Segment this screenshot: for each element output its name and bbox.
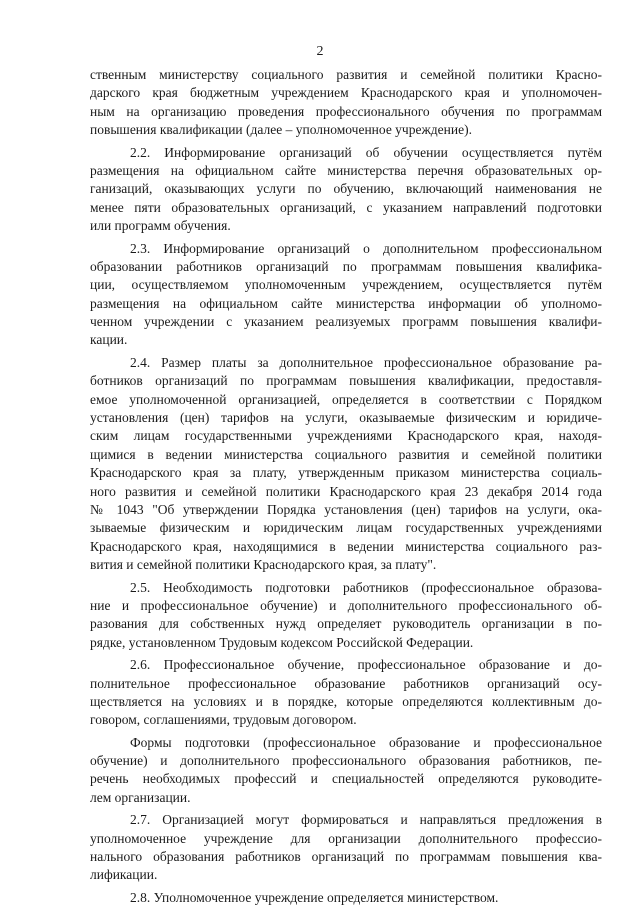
paragraph-line: менее пяти образовательных организаций, с указанием направлений подготовки — [90, 199, 602, 215]
paragraph-line: размещения на официальном сайте министерства перечня образовательных ор- — [90, 162, 602, 178]
paragraph-line: Формы подготовки (профессиональное образование и профессиональное — [130, 734, 602, 750]
paragraph-line: 2.6. Профессиональное обучение, профессиональное образование и до- — [130, 657, 602, 673]
paragraph-line: щимися в ведении министерства социального развития и семейной политики — [90, 446, 602, 462]
paragraph-line: обучение) и дополнительного профессионального образования работников, пе- — [90, 753, 602, 769]
paragraph-line: 2.4. Размер платы за дополнительное профессиональное образование ра- — [130, 354, 602, 370]
paragraph-line: 2.2. Информирование организаций об обучении осуществляется путём — [130, 144, 602, 160]
paragraph — [90, 579, 602, 653]
paragraph-line: речень необходимых профессий и специальностей определяются руководите- — [90, 771, 602, 787]
paragraph-line: размещения на официальном сайте министерства информации об уполномо- — [90, 295, 602, 311]
document-body — [90, 66, 602, 911]
paragraph — [90, 66, 602, 140]
paragraph-line: зываемые физическим и юридическим лицам государственных учреждениями — [90, 520, 602, 536]
paragraph-line: ченном учреждении с указанием реализуемых программ повышения квалифи- — [90, 314, 602, 330]
paragraph-line: полнительное профессиональное образование работников организаций осу- — [90, 675, 602, 691]
paragraph — [90, 354, 602, 575]
paragraph — [90, 889, 602, 907]
paragraph-line: 2.5. Необходимость подготовки работников (профессиональное образова- — [130, 579, 602, 595]
paragraph-line: 2.7. Организацией могут формироваться и направляться предложения в — [130, 812, 602, 828]
paragraph-line: ским лицам государственными учреждениями Краснодарского края, находя- — [90, 428, 602, 444]
paragraph-line: Краснодарского края за плату, утвержденным приказом министерства социаль- — [90, 465, 602, 481]
paragraph-line: ственным министерству социального развития и семейной политики Красно- — [90, 67, 602, 82]
paragraph-line: или программ обучения. — [90, 218, 231, 234]
paragraph-line: разования для собственных нужд определяет руководитель организации в по- — [90, 616, 602, 632]
paragraph-line: установления (цен) тарифов на услуги, оказываемые физическим и юридиче- — [90, 410, 602, 426]
paragraph-line: уполномоченное учреждение для организации дополнительного профессио- — [90, 830, 602, 846]
paragraph-line: рядке, установленном Трудовым кодексом Российской Федерации. — [90, 634, 474, 650]
paragraph — [90, 734, 602, 808]
paragraph-line: ботников организаций по программам повышения квалификации, предоставля- — [90, 373, 602, 389]
paragraph — [90, 656, 602, 730]
paragraph-line: 2.3. Информирование организаций о дополнительном профессиональном — [130, 240, 602, 256]
paragraph-line: ние и профессиональное обучение) и дополнительного профессионального об- — [90, 597, 602, 613]
paragraph-line: № 1043 "Об утверждении Порядка установления (цен) тарифов на услуги, ока- — [90, 501, 602, 517]
paragraph-line: дарского края бюджетным учреждением Краснодарского края и уполномочен- — [90, 85, 602, 101]
paragraph-line: ного развития и семейной политики Краснодарского края 23 декабря 2014 года — [90, 483, 602, 499]
paragraph-line: 2.8. Уполномоченное учреждение определяется министерством. — [130, 889, 499, 905]
page-number: 2 — [316, 44, 324, 59]
paragraph-line: емое уполномоченной организацией, определяется в соответствии с Порядком — [90, 391, 602, 407]
paragraph-line: ществляется на условиях и в порядке, которые определяются коллективным до- — [90, 693, 602, 709]
paragraph-line: кации. — [90, 332, 128, 348]
paragraph-line: говором, соглашениями, трудовым договором. — [90, 712, 357, 728]
paragraph-line: ганизаций, оказывающих услуги по обучению, включающий наименования не — [90, 181, 602, 197]
paragraph — [90, 240, 602, 350]
paragraph-line: повышения квалификации (далее – уполномоченное учреждение). — [90, 122, 472, 138]
paragraph-line: лем организации. — [90, 789, 191, 805]
paragraph — [90, 811, 602, 885]
paragraph-line: вития и семейной политики Краснодарского края, за плату". — [90, 557, 437, 573]
paragraph-line: ции, осуществляемом уполномоченным учреждением, осуществляется путём — [90, 277, 602, 293]
paragraph-line: нального образования работников организаций по программам повышения ква- — [90, 849, 602, 865]
paragraph-line: образовании работников организаций по программам повышения квалифика- — [90, 258, 602, 274]
paragraph-line: Краснодарского края, находящимися в ведении министерства социального раз- — [90, 538, 602, 554]
paragraph — [90, 144, 602, 236]
paragraph-line: ным на организацию проведения профессионального обучения по программам — [90, 103, 602, 119]
paragraph-line: лификации. — [90, 867, 158, 883]
